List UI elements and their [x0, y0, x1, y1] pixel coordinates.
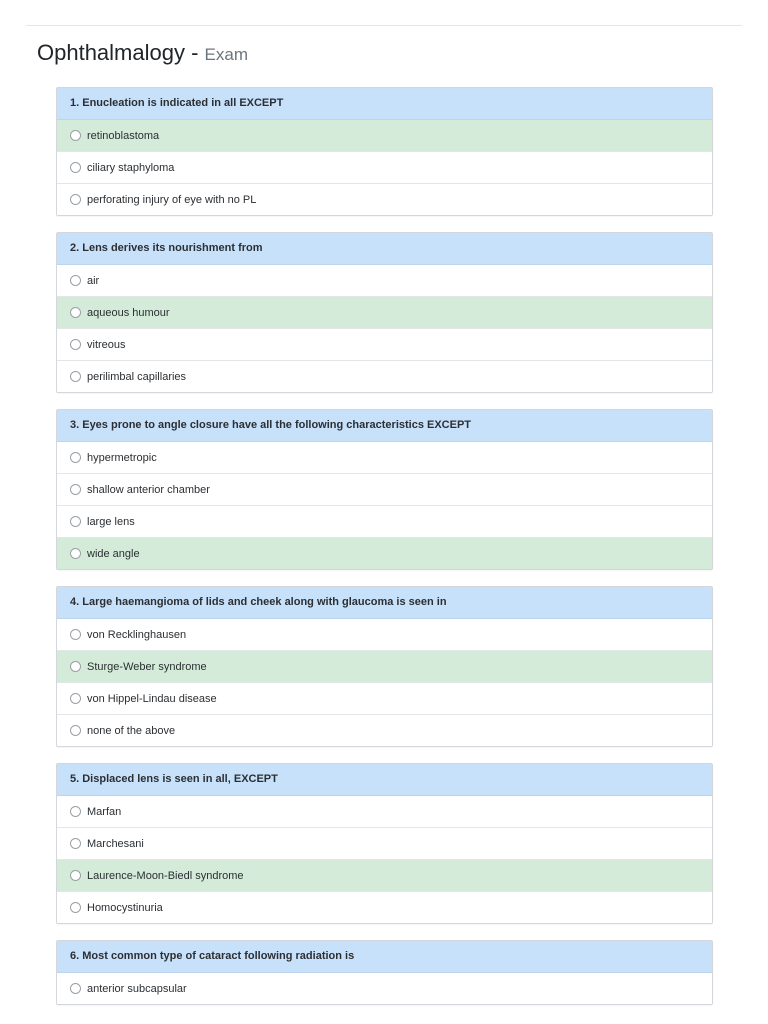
page-title-text: Ophthalmalogy -: [37, 40, 199, 65]
answer-option-correct[interactable]: [57, 860, 712, 892]
radio-button-icon[interactable]: [70, 194, 81, 205]
answer-option[interactable]: [57, 265, 712, 297]
option-label: air: [87, 274, 100, 287]
answer-option[interactable]: [57, 619, 712, 651]
question-text: 4. Large haemangioma of lids and cheek along with glaucoma is seen in: [57, 587, 712, 619]
radio-button-icon[interactable]: [70, 983, 81, 994]
question-text: 6. Most common type of cataract following radiation is: [57, 941, 712, 973]
top-divider: [26, 25, 742, 26]
answer-option[interactable]: [57, 506, 712, 538]
radio-button-icon[interactable]: [70, 806, 81, 817]
answer-option[interactable]: [57, 683, 712, 715]
answer-option[interactable]: [57, 973, 712, 1004]
option-label: hypermetropic: [87, 451, 157, 464]
question-text: 5. Displaced lens is seen in all, EXCEPT: [57, 764, 712, 796]
option-label: Laurence-Moon-Biedl syndrome: [87, 869, 244, 882]
answer-option-correct[interactable]: [57, 297, 712, 329]
radio-button-icon[interactable]: [70, 275, 81, 286]
option-label: ciliary staphyloma: [87, 161, 175, 174]
answer-option-correct[interactable]: [57, 651, 712, 683]
option-label: perforating injury of eye with no PL: [87, 193, 257, 206]
option-label: Homocystinuria: [87, 901, 163, 914]
radio-button-icon[interactable]: [70, 629, 81, 640]
answer-option-correct[interactable]: [57, 538, 712, 569]
question-list: [56, 87, 713, 1021]
question-text: 2. Lens derives its nourishment from: [57, 233, 712, 265]
radio-button-icon[interactable]: [70, 693, 81, 704]
option-label: von Hippel-Lindau disease: [87, 692, 217, 705]
option-label: perilimbal capillaries: [87, 370, 187, 383]
option-label: von Recklinghausen: [87, 628, 187, 641]
option-label: aqueous humour: [87, 306, 170, 319]
radio-button-icon[interactable]: [70, 452, 81, 463]
radio-button-icon[interactable]: [70, 902, 81, 913]
question-card: [56, 232, 713, 393]
answer-option[interactable]: [57, 828, 712, 860]
answer-option[interactable]: [57, 442, 712, 474]
radio-button-icon[interactable]: [70, 484, 81, 495]
question-card: [56, 586, 713, 747]
answer-option[interactable]: [57, 184, 712, 215]
option-label: retinoblastoma: [87, 129, 160, 142]
radio-button-icon[interactable]: [70, 130, 81, 141]
question-card: [56, 409, 713, 570]
page-subtitle: Exam: [204, 45, 249, 64]
option-label: vitreous: [87, 338, 126, 351]
option-label: Sturge-Weber syndrome: [87, 660, 207, 673]
answer-option[interactable]: [57, 152, 712, 184]
radio-button-icon[interactable]: [70, 339, 81, 350]
option-label: Marfan: [87, 805, 122, 818]
option-label: none of the above: [87, 724, 176, 737]
answer-option[interactable]: [57, 329, 712, 361]
radio-button-icon[interactable]: [70, 162, 81, 173]
radio-button-icon[interactable]: [70, 870, 81, 881]
option-label: anterior subcapsular: [87, 982, 187, 995]
answer-option[interactable]: [57, 892, 712, 923]
answer-option[interactable]: [57, 361, 712, 392]
radio-button-icon[interactable]: [70, 307, 81, 318]
radio-button-icon[interactable]: [70, 725, 81, 736]
option-label: large lens: [87, 515, 135, 528]
radio-button-icon[interactable]: [70, 516, 81, 527]
question-text: 3. Eyes prone to angle closure have all the following characteristics EXCEPT: [57, 410, 712, 442]
radio-button-icon[interactable]: [70, 548, 81, 559]
option-label: Marchesani: [87, 837, 144, 850]
radio-button-icon[interactable]: [70, 661, 81, 672]
page-title: [37, 40, 248, 68]
question-card: [56, 940, 713, 1005]
answer-option[interactable]: [57, 715, 712, 746]
radio-button-icon[interactable]: [70, 371, 81, 382]
option-label: shallow anterior chamber: [87, 483, 210, 496]
answer-option[interactable]: [57, 796, 712, 828]
answer-option[interactable]: [57, 474, 712, 506]
option-label: wide angle: [87, 547, 140, 560]
question-text: 1. Enucleation is indicated in all EXCEPT: [57, 88, 712, 120]
question-card: [56, 87, 713, 216]
answer-option-correct[interactable]: [57, 120, 712, 152]
radio-button-icon[interactable]: [70, 838, 81, 849]
question-card: [56, 763, 713, 924]
